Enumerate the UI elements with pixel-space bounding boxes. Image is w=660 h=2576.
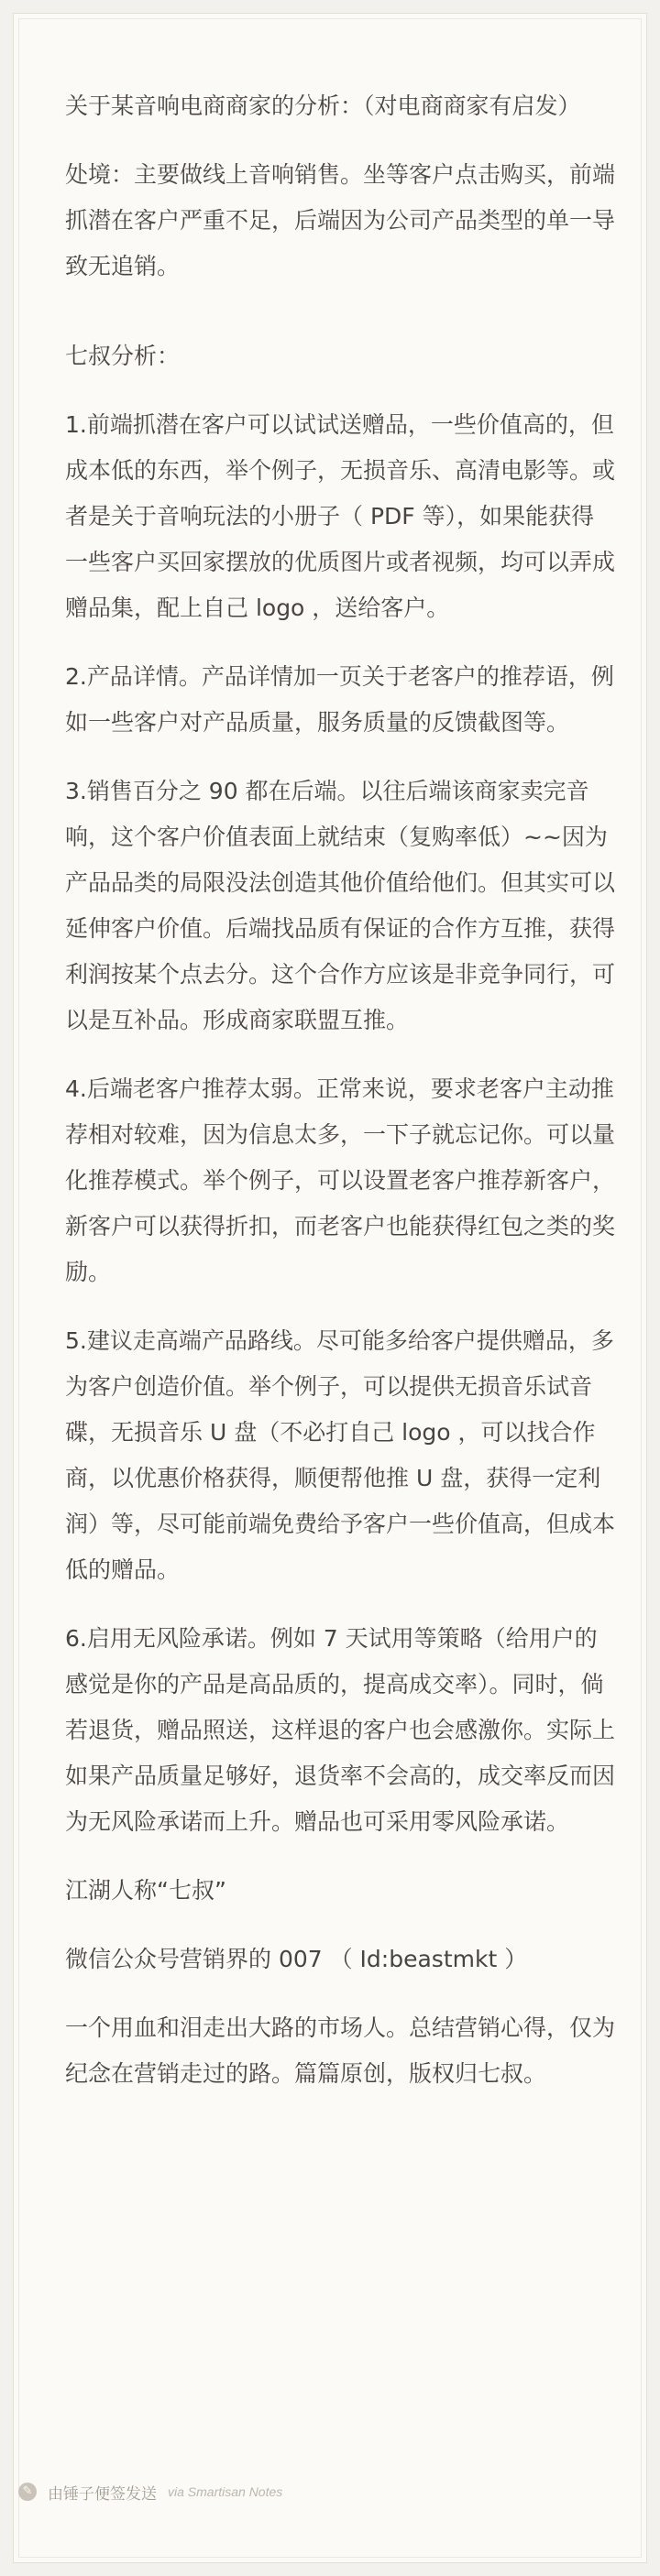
analysis-point-2: 2.产品详情。产品详情加一页关于老客户的推荐语，例如一些客户对产品质量，服务质量的反馈截图等。 xyxy=(65,663,614,736)
via-label: via Smartisan Notes xyxy=(168,2484,283,2499)
analysis-point-5: 5.建议走高端产品路线。尽可能多给客户提供赠品，多为客户创造价值。举个例子，可以提供无损音乐试音碟，无损音乐 U 盘（不必打自己 logo ，可以找合作商，以优惠价格获得，顺便帮他推 U 盘，获得一定利润）等，尽可能前端免费给予客户一些价值高，但成本低的赠品。 xyxy=(65,1327,616,1583)
analysis-point-3: 3.销售百分之 90 都在后端。以往后端该商家卖完音响，这个客户价值表面上就结束（复购率低）~~因为产品品类的局限没法创造其他价值给他们。但其实可以延伸客户价值。后端找品质有保证的合作方互推，获得利润按某个点去分。这个合作方应该是非竞争同行，可以是互补品。形成商家联盟互推。 xyxy=(65,778,616,1033)
analysis-point-6: 6.启用无风险承诺。例如 7 天试用等策略（给用户的感觉是你的产品是高品质的，提高成交率）。同时，倘若退货，赠品照送，这样退的客户也会感激你。实际上如果产品质量足够好，退货率不会高的，成交率反而因为无风险承诺而上升。赠品也可采用零风险承诺。 xyxy=(65,1625,616,1835)
sent-from-label: 由锤子便签发送 xyxy=(48,2484,157,2504)
wechat-account: 微信公众号营销界的 007 （ Id:beastmkt ） xyxy=(65,1946,528,1972)
analysis-point-4: 4.后端老客户推荐太弱。正常来说，要求老客户主动推荐相对较难，因为信息太多，一下子就忘记你。可以量化推荐模式。举个例子，可以设置老客户推荐新客户，新客户可以获得折扣，而老客户也能获得红包之类的奖励。 xyxy=(65,1075,616,1285)
note-content xyxy=(65,83,615,2120)
author-nickname: 江湖人称“七叔” xyxy=(65,1877,226,1904)
situation-paragraph: 处境：主要做线上音响销售。坐等客户点击购买，前端抓潜在客户严重不足，后端因为公司产品类型的单一导致无追销。 xyxy=(65,161,616,279)
analysis-heading: 七叔分析： xyxy=(65,343,181,369)
analysis-point-1: 1.前端抓潜在客户可以试试送赠品，一些价值高的，但成本低的东西，举个例子，无损音乐、高清电影等。或者是关于音响玩法的小册子（ PDF 等），如果能获得一些客户买回家摆放的优质图片或者视频，均可以弄成赠品集，配上自己 logo ，送给客户。 xyxy=(65,411,616,621)
author-bio: 一个用血和泪走出大路的市场人。总结营销心得，仅为纪念在营销走过的路。篇篇原创，版权归七叔。 xyxy=(65,2014,616,2087)
note-card xyxy=(13,13,647,2563)
pen-icon: ✎ xyxy=(18,2483,37,2501)
app-footer xyxy=(18,2473,282,2510)
note-title: 关于某音响电商商家的分析：（对电商商家有启发） xyxy=(65,93,581,119)
